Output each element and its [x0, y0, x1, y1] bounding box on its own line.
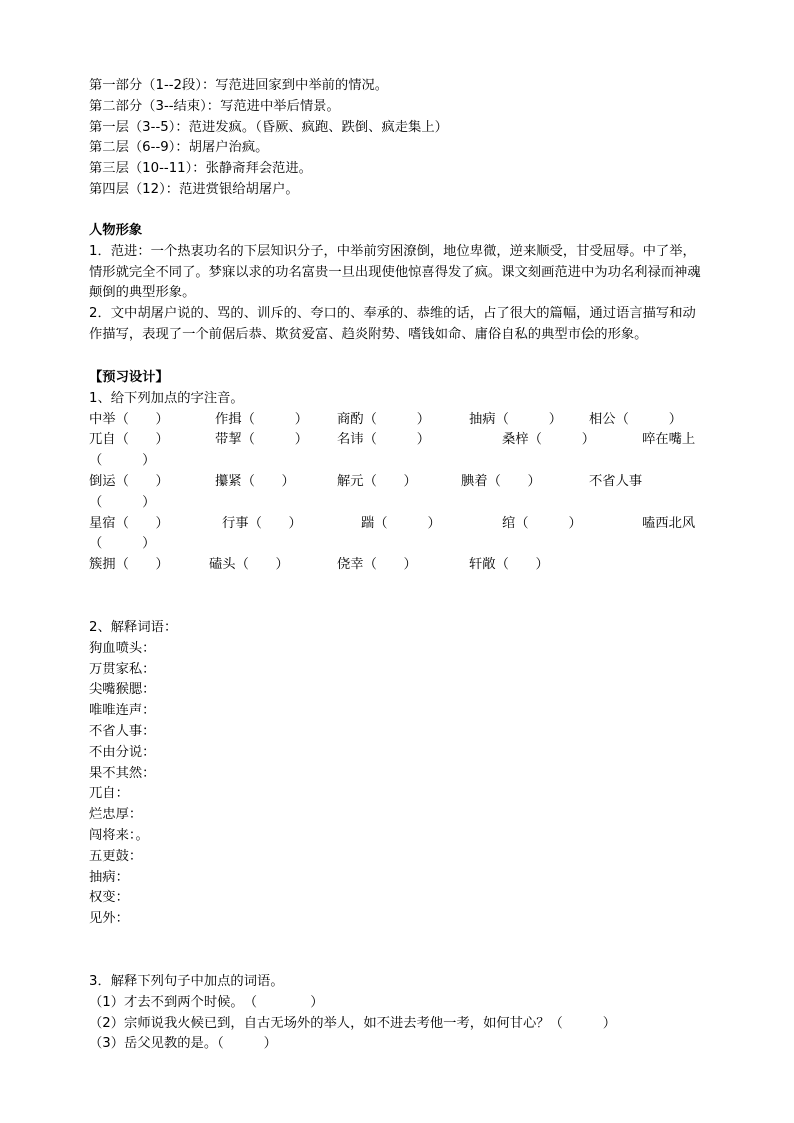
- question-2: 2、解释词语：: [89, 620, 178, 635]
- pinyin-row: [89, 514, 709, 535]
- vocab-term: 见外：: [89, 911, 129, 927]
- pinyin-item: 侥幸（ ）: [337, 557, 417, 573]
- pinyin-row: [89, 472, 709, 493]
- characters-heading: 人物形象: [89, 223, 143, 238]
- structure-line: 第一部分（1--2段）：写范进回家到中举前的情况。: [89, 78, 389, 93]
- pinyin-item: 啐在嘴上: [642, 432, 696, 448]
- sentence-item: （3）岳父见教的是。（ ）: [89, 1036, 277, 1052]
- pinyin-item: 名讳（ ）: [337, 432, 431, 448]
- pinyin-item: 解元（ ）: [337, 473, 417, 489]
- pinyin-item: 攥紧（ ）: [215, 473, 295, 489]
- pinyin-item: 带挈（ ）: [215, 432, 309, 448]
- pinyin-item: 倒运（ ）: [89, 473, 169, 489]
- vocab-term: 兀自：: [89, 786, 129, 802]
- structure-line: 第二层（6--9）：胡屠户治疯。: [89, 140, 269, 156]
- pinyin-row: [89, 555, 709, 576]
- pinyin-row: [89, 430, 709, 451]
- vocab-term: 狗血喷头：: [89, 640, 156, 656]
- pinyin-continuation: （ ）: [89, 536, 156, 552]
- vocab-term: 不由分说：: [89, 744, 156, 760]
- vocabulary-section: [89, 618, 709, 930]
- vocab-term: 果不其然：: [89, 765, 156, 781]
- pinyin-item: 不省人事: [589, 473, 643, 489]
- preview-section: [89, 368, 709, 576]
- structure-line: 第三层（10--11）：张静斋拜会范进。: [89, 161, 312, 177]
- pinyin-item: 轩敞（ ）: [469, 557, 549, 573]
- vocab-term: 烂忠厚：: [89, 807, 143, 823]
- pinyin-item: 磕头（ ）: [209, 557, 289, 573]
- pinyin-item: 中举（ ）: [89, 411, 169, 427]
- pinyin-item: 相公（ ）: [589, 411, 683, 427]
- vocab-term: 抽病：: [89, 869, 129, 885]
- pinyin-item: 抽病（ ）: [469, 411, 563, 427]
- vocab-term: 五更鼓：: [89, 848, 143, 864]
- pinyin-item: 腆着（ ）: [461, 473, 541, 489]
- question-3: 3．解释下列句子中加点的词语。: [89, 974, 284, 989]
- characters-section: [89, 221, 709, 346]
- preview-heading: 【预习设计】: [89, 370, 169, 385]
- question-1: 1、给下列加点的字注音。: [89, 390, 244, 406]
- structure-line: 第四层（12）：范进赏银给胡屠户。: [89, 181, 299, 197]
- vocab-term: 尖嘴猴腮：: [89, 682, 156, 698]
- character-paragraph: 1．范进：一个热衷功名的下层知识分子，中举前穷困潦倒，地位卑微，逆来顺受，甘受屈辱。中了举，情形就完全不同了。梦寐以求的功名富贵一旦出现使他惊喜得发了疯。课文刻画范进中为功名利禄而神魂颠倒的典型形象。: [89, 243, 701, 301]
- pinyin-item: 星宿（ ）: [89, 515, 169, 531]
- structure-section: [89, 76, 709, 201]
- vocab-term: 不省人事：: [89, 723, 156, 739]
- vocab-term: 唯唯连声：: [89, 703, 156, 719]
- pinyin-item: 簇拥（ ）: [89, 557, 169, 573]
- character-paragraph: 2．文中胡屠户说的、骂的、训斥的、夸口的、奉承的、恭维的话，占了很大的篇幅，通过语言描写和动作描写，表现了一个前倨后恭、欺贫爱富、趋炎附势、嗜钱如命、庸俗自私的典型市侩的形象。: [89, 306, 696, 342]
- sentence-item: （2）宗师说我火候已到，自古无场外的举人，如不进去考他一考，如何甘心？（ ）: [89, 1015, 617, 1031]
- structure-line: 第二部分（3--结束）：写范进中举后情景。: [89, 98, 340, 114]
- pinyin-item: 踹（ ）: [361, 515, 441, 531]
- pinyin-item: 作揖（ ）: [215, 411, 309, 427]
- pinyin-item: 绾（ ）: [502, 515, 582, 531]
- vocab-term: 万贯家私：: [89, 661, 156, 677]
- pinyin-row: [89, 410, 709, 431]
- pinyin-item: 兀自（ ）: [89, 432, 169, 448]
- pinyin-continuation: （ ）: [89, 494, 156, 510]
- structure-line: 第一层（3--5）：范进发疯。（昏厥、疯跑、跌倒、疯走集上）: [89, 119, 448, 135]
- vocab-term: 闯将来：。: [89, 827, 149, 843]
- vocab-term: 权变：: [89, 890, 129, 906]
- pinyin-item: 桑梓（ ）: [502, 432, 596, 448]
- pinyin-continuation: （ ）: [89, 453, 156, 469]
- pinyin-item: 嗑西北风: [642, 515, 696, 531]
- sentence-section: [89, 972, 709, 1055]
- pinyin-item: 商酌（ ）: [337, 411, 431, 427]
- pinyin-item: 行事（ ）: [222, 515, 302, 531]
- sentence-item: （1）才去不到两个时候。 （ ）: [89, 994, 324, 1010]
